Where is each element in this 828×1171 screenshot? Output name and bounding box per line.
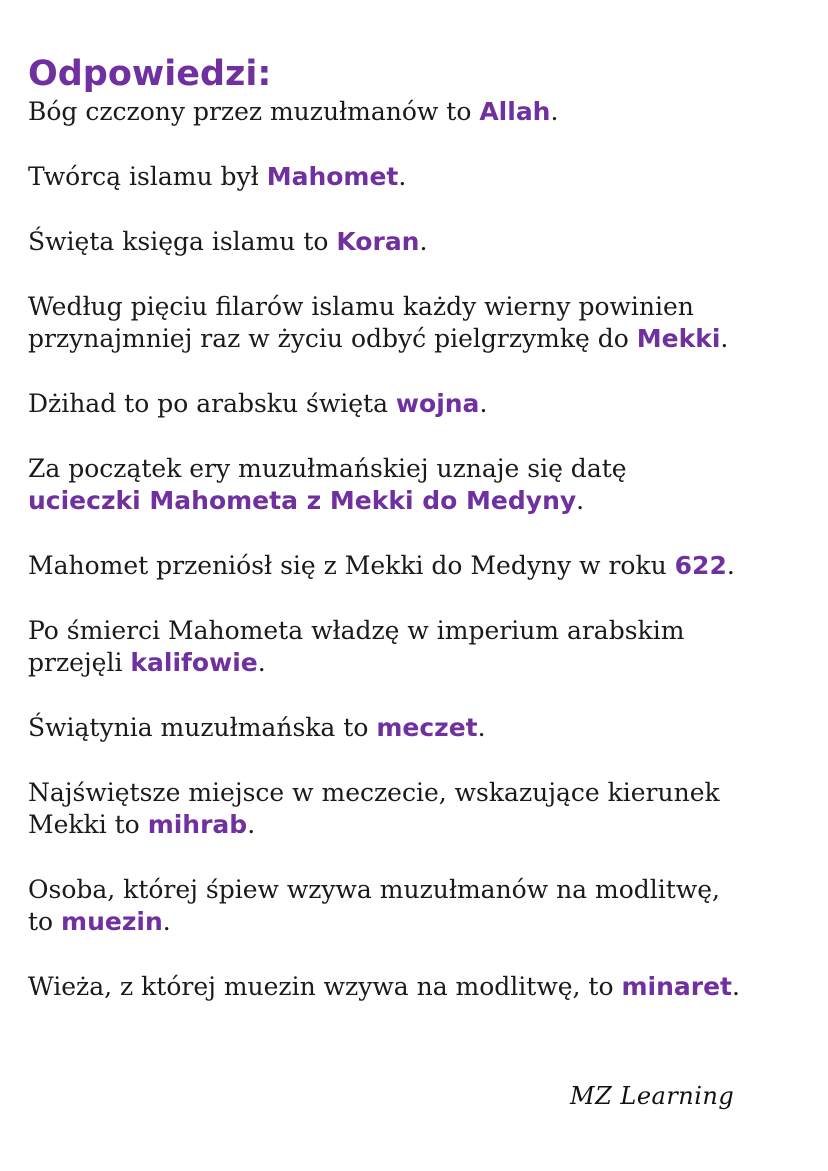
- sentence-text: Świątynia muzułmańska to: [28, 713, 377, 742]
- sentence-end: .: [726, 551, 735, 580]
- answer-item: [28, 388, 818, 420]
- page-title: Odpowiedzi:: [28, 54, 272, 94]
- answer-highlight: kalifowie: [130, 648, 258, 677]
- answers-sheet: [28, 52, 818, 1036]
- sentence-end: .: [419, 227, 428, 256]
- sentence-end: .: [479, 389, 488, 418]
- answer-highlight: muezin: [61, 907, 163, 936]
- answer-highlight: minaret: [621, 972, 733, 1001]
- sentence-text: Najświętsze miejsce w meczecie, wskazujące kierunek: [28, 778, 720, 807]
- answer-highlight: Mahomet: [266, 162, 399, 191]
- answer-highlight: meczet: [376, 713, 478, 742]
- answer-item: [28, 971, 818, 1003]
- sentence-text: Według pięciu filarów islamu każdy wierny powinien: [28, 292, 694, 321]
- answer-item: [28, 874, 818, 938]
- sentence-end: .: [477, 713, 486, 742]
- sentence-text: Za początek ery muzułmańskiej uznaje się datę: [28, 454, 627, 483]
- answer-item: [28, 615, 818, 679]
- answer-item: [28, 96, 818, 128]
- answer-item: [28, 777, 818, 841]
- sentence-end: .: [162, 907, 171, 936]
- answer-item: [28, 453, 818, 517]
- sentence-text: Bóg czczony przez muzułmanów to: [28, 97, 480, 126]
- answer-highlight: Mekki: [636, 324, 721, 353]
- sentence-end: .: [247, 810, 256, 839]
- sentence-end: .: [550, 97, 559, 126]
- answer-item: [28, 161, 818, 193]
- answer-highlight: Allah: [479, 97, 551, 126]
- answer-item: [28, 291, 818, 355]
- answers-list: [28, 96, 818, 1003]
- answer-highlight: ucieczki Mahometa z Mekki do Medyny: [28, 486, 577, 515]
- answer-highlight: 622: [674, 551, 727, 580]
- sentence-end: .: [732, 972, 740, 1001]
- sentence-text: Dżihad to po arabsku święta: [28, 389, 396, 418]
- sentence-end: .: [576, 486, 585, 515]
- sentence-text: Wieża, z której muezin wzywa na modlitwę, to: [28, 972, 622, 1001]
- answer-highlight: mihrab: [147, 810, 248, 839]
- sentence-text: przejęli: [28, 648, 131, 677]
- sentence-text: Po śmierci Mahometa władzę w imperium arabskim: [28, 616, 685, 645]
- sentence-text: Mekki to: [28, 810, 148, 839]
- sentence-end: .: [257, 648, 266, 677]
- answer-item: [28, 712, 818, 744]
- answer-highlight: wojna: [395, 389, 480, 418]
- sentence-text: Osoba, której śpiew wzywa muzułmanów na modlitwę,: [28, 875, 720, 904]
- answer-highlight: Koran: [336, 227, 420, 256]
- sentence-text: Święta księga islamu to: [28, 227, 337, 256]
- answer-item: [28, 226, 818, 258]
- sentence-end: .: [720, 324, 729, 353]
- signature: MZ Learning: [570, 1082, 735, 1110]
- sentence-end: .: [398, 162, 407, 191]
- sentence-text: Twórcą islamu był: [28, 162, 267, 191]
- sentence-text: to: [28, 907, 62, 936]
- sentence-text: Mahomet przeniósł się z Mekki do Medyny w roku: [28, 551, 675, 580]
- answer-item: [28, 550, 818, 582]
- sentence-text: przynajmniej raz w życiu odbyć pielgrzymkę do: [28, 324, 637, 353]
